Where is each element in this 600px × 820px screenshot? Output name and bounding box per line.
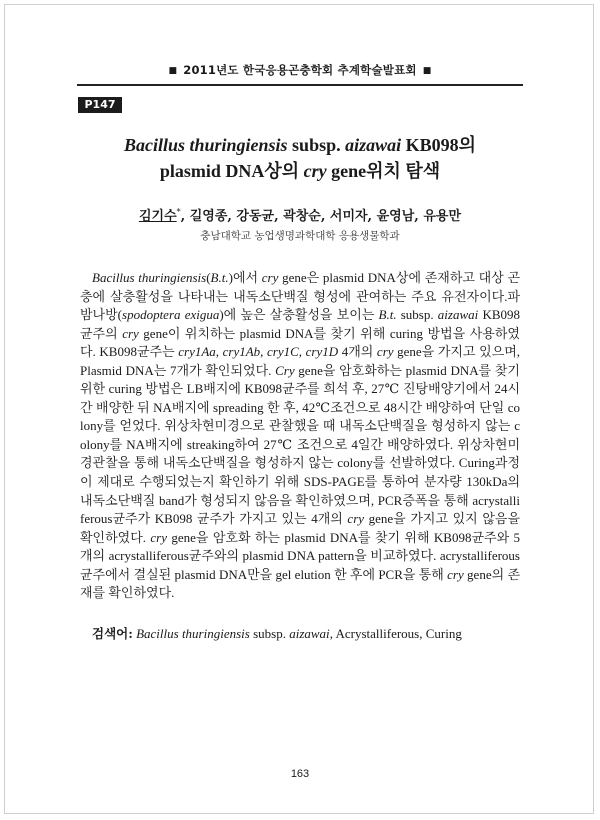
text-run: gene은 plasmid DNA상에 존재하고 대상 곤충에 살충활성을 나타내는 내독소단백질 형성에 관여하는 주요 유전자이다.파밤나방( (80, 270, 521, 323)
header-rule (77, 84, 523, 86)
text-run: Cry (275, 362, 295, 378)
co-authors: , 길영종, 강동균, 곽창순, 서미자, 윤영남, 유용만 (180, 209, 462, 224)
keywords-list (133, 626, 462, 641)
text-run: 4개의 (338, 344, 377, 360)
text-run: gene을 암호화 하는 plasmid DNA를 찾기 위해 KB098균주와 5개의 acrystalliferous균주와의 plasmid DNA pattern을 비교하였다. acrystalliferous 균주에서 결실된 plasmid DNA만을 gel elution 한 후에 PCR을 통해 (80, 529, 520, 582)
corresponding-mark: * (176, 207, 181, 217)
text-run: )에서 (228, 270, 262, 285)
text-run: gene위치 탐색 (326, 161, 441, 181)
keywords (92, 624, 522, 642)
text-run: Bacillus thuringiensis (136, 626, 250, 641)
text-run: Bacillus thuringiensis (92, 270, 207, 285)
abstract (80, 269, 520, 603)
header-bullet-left: ■ (168, 66, 178, 76)
text-run: subsp. (249, 626, 290, 641)
text-run: spodoptera exigua (122, 307, 220, 323)
text-run: B.t. (378, 307, 397, 323)
text-run: gene을 암호화하는 plasmid DNA를 찾기 위한 curing 방법은 LB배지에 KB098균주를 희석 후, 27℃ 진탕배양기에서 24시간 배양한 뒤 NA배지에 spreading 한 후, 42℃조건으로 48시간 배양하여 단일 colony를 얻었다. 위상차현미경으로 관찰했을 때 내독소단백질을 형성하지 않는 colony를 NA배지에 streaking하여 27℃ 조건으로 4일간 배양하였다. 위상차현미경관찰을 통해 내독소단백질을 형성하지 않는 colony를 선발하였다. Curing과정이 제대로 수행되었는지 확인하기 위해 SDS-PAGE를 통하여 분자량 130kDa의 내독소단백질 band가 형성되지 않음을 확인하였으며, PCR증폭을 통해 acrystalliferous균주가 KB098 균주가 가지고 있는 4개의 (80, 362, 520, 527)
text-run: cry (447, 566, 464, 582)
text-run: ( (206, 270, 211, 285)
poster-number-badge: P147 (78, 97, 122, 113)
text-run: KB098 균주의 (80, 307, 520, 341)
title-line-2 (60, 158, 540, 184)
text-run: gene이 위치하는 plasmid DNA를 찾기 위해 curing 방법을 사용하였다. KB098균주는 (80, 325, 520, 360)
text-run: cry (261, 270, 279, 285)
text-run: gene의 존재를 확인하였다. (80, 566, 520, 601)
text-run: cry (122, 325, 139, 341)
title-line-1 (60, 132, 540, 158)
first-author: 김기수 (138, 209, 177, 224)
header-bullet-right: ■ (422, 66, 432, 76)
author-list (60, 205, 540, 224)
header-text: 2011년도 한국응용곤충학회 추계학술발표회 (183, 63, 417, 77)
text-run: cry (150, 529, 168, 545)
text-run: gene을 가지고 있지 않음을 확인하였다. (80, 511, 520, 545)
text-run: Bacillus thuringiensis (123, 135, 288, 155)
running-header (0, 62, 600, 78)
text-run: KB098의 (401, 135, 477, 155)
page-number: 163 (290, 768, 310, 780)
text-run: subsp. (287, 135, 346, 155)
affiliation: 충남대학교 농업생명과학대학 응용생물학과 (200, 230, 400, 242)
keywords-label: 검색어: (92, 626, 133, 641)
text-run: gene을 가지고 있으며, Plasmid DNA는 7개가 확인되었다. (80, 344, 521, 378)
text-run: , Acrystalliferous, Curing (329, 626, 462, 641)
text-run: aizawai (345, 135, 402, 155)
text-run: subsp. (396, 307, 438, 323)
paper-title (60, 132, 540, 184)
text-run: cry (347, 511, 365, 527)
text-run: aizawai (437, 307, 479, 323)
text-run: plasmid DNA상의 (159, 161, 304, 181)
text-run: B.t. (210, 270, 229, 285)
text-run: aizawai (289, 626, 330, 641)
text-run: )에 높은 살충활성을 보이는 (219, 307, 379, 323)
text-run: cry (376, 344, 394, 360)
abstract-paragraph (80, 269, 520, 603)
text-run: cry1Aa, cry1Ab, cry1C, cry1D (178, 344, 339, 360)
text-run: cry (303, 161, 327, 181)
